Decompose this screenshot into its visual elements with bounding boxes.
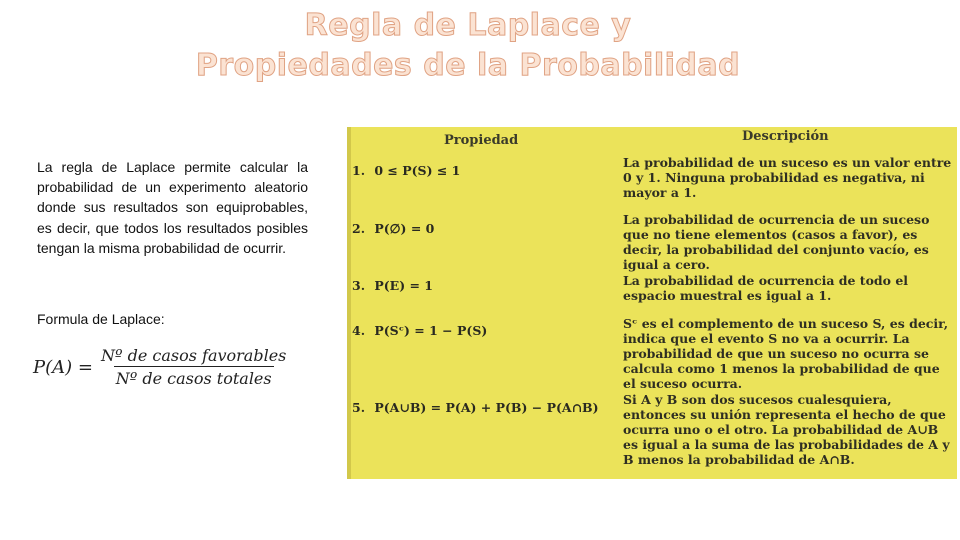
property-number: 4. (352, 323, 366, 338)
property-row-4 (352, 323, 487, 338)
laplace-formula (33, 346, 288, 388)
slide-title-line-1: Regla de Laplace y (304, 8, 632, 43)
property-formula: P(∅) = 0 (374, 221, 435, 236)
formula-fraction (99, 346, 288, 388)
slide-title-line-2: Propiedades de la Probabilidad (195, 48, 741, 83)
formula-denominator: Nº de casos totales (114, 366, 274, 388)
property-row-5 (352, 400, 599, 415)
property-formula: P(A∪B) = P(A) + P(B) − P(A∩B) (374, 400, 599, 415)
property-formula: P(E) = 1 (374, 278, 433, 293)
property-description-4: Sᶜ es el complemento de un suceso S, es decir, indica que el evento S no va a ocurrir. La probabilidad de que un suceso no ocurra se calcula como 1 menos la probabilidad de que el suceso ocurra. (623, 316, 949, 391)
properties-table-image (347, 127, 957, 479)
slide-title (0, 6, 936, 86)
table-left-edge (347, 127, 351, 479)
property-description-2: La probabilidad de ocurrencia de un suceso que no tiene elementos (casos a favor), es decir, la probabilidad del conjunto vacío, es igual a cero. (623, 212, 930, 272)
table-header-property: Propiedad (444, 133, 519, 148)
property-number: 3. (352, 278, 366, 293)
property-number: 2. (352, 221, 366, 236)
formula-numerator: Nº de casos favorables (100, 346, 287, 365)
property-formula: P(Sᶜ) = 1 − P(S) (374, 323, 488, 338)
property-description-3: La probabilidad de ocurrencia de todo el espacio muestral es igual a 1. (623, 273, 909, 303)
property-number: 5. (352, 400, 366, 415)
table-header-description: Descripción (742, 129, 829, 144)
property-description-5: Si A y B son dos sucesos cualesquiera, entonces su unión representa el hecho de que ocurra uno o el otro. La probabilidad de A∪B es igual a la suma de las probabilidades de A y B menos la probabilidad de A∩B. (623, 392, 950, 467)
formula-lhs: P(A) = (33, 356, 93, 378)
property-row-2 (352, 221, 434, 236)
formula-label: Formula de Laplace: (37, 311, 165, 327)
property-number: 1. (352, 163, 366, 178)
property-formula: 0 ≤ P(S) ≤ 1 (374, 163, 461, 178)
property-row-3 (352, 278, 433, 293)
property-row-1 (352, 163, 460, 178)
intro-paragraph: La regla de Laplace permite calcular la probabilidad de un experimento aleatorio donde sus resultados son equiprobables, es decir, que todos los resultados posibles tengan la misma probabilidad de ocurrir. (37, 159, 308, 256)
property-description-1: La probabilidad de un suceso es un valor entre 0 y 1. Ninguna probabilidad es negativa, ni mayor a 1. (623, 155, 952, 200)
